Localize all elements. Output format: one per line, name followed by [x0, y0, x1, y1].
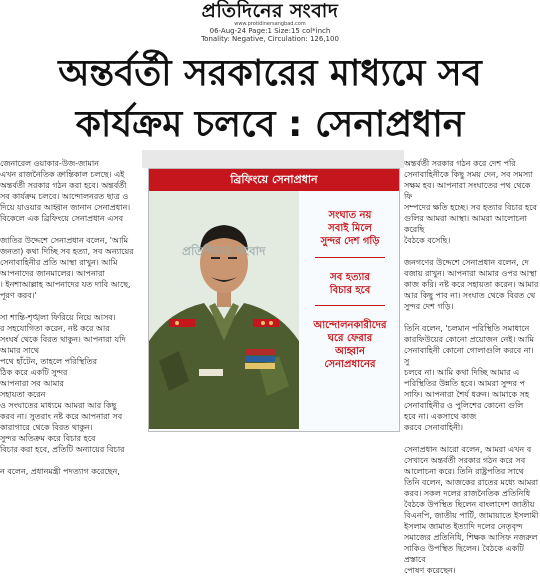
panel-title: ব্রিফিংয়ে সেনাপ্রধান — [149, 169, 399, 191]
quote-separator — [315, 305, 385, 306]
briefing-panel — [148, 168, 400, 432]
article-right-text: অন্তর্বর্তী সরকার গঠন করে দেশ পরি সেনাবাহিনীকে কিছু সময় দেন, সব সমস্যা সক্ষম হব। আপনারা সংঘাতের পথ থেকে ফি সম্পদের ক্ষতি হচ্ছে। সব হত্যার বিচার হবে গুলির আমরা আস্থা। আমরা আলোচনা করেছি বৈঠকে বসেছি। জনগণের উদ্দেশে সেনাপ্রধান বলেন, দে বজায় রাখুন। আপনারা আমার ওপর আস্থা কাজ করি। নষ্ট করে সহায়তা করেন। আমার আর কিছু পাব না। সংঘাত থেকে বিরত থে সুন্দর দেশ গড়ি। তিনি বলেন, 'চলমান পরিস্থিতি সমাধানে কারফিউয়ের কোনো প্রয়োজন নেই। আমি সেনাবাহিনী কোনো গোলাগুলি করবে না। সু চলবে না। আমি কথা দিচ্ছি আমার এ পরিস্থিতির উন্নতি হবে। আমরা সুন্দর প সাফি। আপনারা শৈর্য ধরুন। আমাকে সহ সেনাবাহিনীর ও পুলিশের কোনো গুলি হবে না। একসাথে কাজ করবে সেনাবাহিনী। সেনাপ্রধান আরো বলেন, আমরা এখন ব সেখানে অন্তর্বর্তী সরকার গঠন করে সব আলোচনা করে। তিনি রাষ্ট্রপতির সাথে তিনি বলেন, আজকের রাতের মধ্যে আমরা করব। সকল দলের রাজনৈতিক প্রতিনিধি বৈঠকে উপস্থিত ছিলেন বাংলাদেশ জাতীয় বিএনপি, জাতীয় পার্টি, জামায়াতে ইসলামী ইসলাম জামাত ইত্যাদি দলের নেতৃবৃন্দ সমাজের প্রতিনিধি, শিক্ষক আসিফ নজরুল সাকিও উপস্থিত ছিলেন। বৈঠকে একটি প্রস্তাবে পোষণ করেছেন। — [404, 159, 539, 575]
masthead — [0, 0, 540, 43]
newspaper-url: www.protidinersangbad.com — [234, 21, 306, 27]
article-column-right — [404, 158, 540, 575]
headline-line2: কার্যক্রম চলবে : সেনাপ্রধান — [75, 104, 465, 145]
article-column-left — [0, 158, 142, 476]
newspaper-logo: প্রতিদিনের সংবাদ — [201, 0, 339, 22]
quote-separator — [315, 257, 385, 258]
article-left-text: জেনারেল ওয়াকার-উজ-জামান এখন রাজনৈতিক ক্রান্তিকাল চলছে। এই অন্তর্বর্তী সরকার গঠন করা হবে। অন্তর্বর্তী সব কার্যক্রম চলবে। আন্দোলনরত ছাত্র ও দিয়ে যাওয়ার আহ্বান জানান সেনাপ্রধান। বিকেলে এক ব্রিফিংয়ে সেনাপ্রধান এসব জাতির উদ্দেশে সেনাপ্রধান বলেন, 'আমি জনতা) কথা দিচ্ছি সব হত্যা, সব অন্যায়ের সেনাবাহিনীর প্রতি আস্থা রাখুন। আমি আপনাদের জানমালের। আপনারা । ইনশাআল্লাহ আপনাদের যত দাবি আছে, পূরণ করব।' সা শান্তি-শৃঙ্খলা ফিরিয়ে নিয়ে আসব। র সহযোগিতা করেন, নষ্ট করে আর সংঘর্ষ থেকে বিরত থাকুন। আপনারা যদি আমার সাথে পথে হাঁটেন, তাহলে পরিস্থিতির ঠিক করে একটি সুন্দর আপনারা সব আমার সহায়তা করেন ও সংঘাতের মাধ্যমে আমরা আর কিছু করব না। সুতরাং নষ্ট করে আপনারা সব কারাগারে থেকে বিরত থাকুন। সুন্দর অতিক্রম করে বিচার হবে বিচার করা হবে, প্রতিটি অন্যায়ের বিচার ন বলেন, প্রধানমন্ত্রী পদত্যাগ করেছেন, — [0, 159, 134, 476]
newspaper-watermark: প্রতিদিনের সংবাদ — [182, 244, 266, 258]
panel-backdrop — [142, 150, 404, 168]
quote-no-conflict: সংঘাত নয় সবাই মিলে সুন্দর দেশ গড়ি — [320, 210, 380, 247]
clipping-meta-line2: Tonality: Negative, Circulation: 126,100 — [201, 35, 339, 43]
quote-justice: সব হত্যার বিচার হবে — [329, 272, 371, 296]
army-chief-portrait-illustration — [149, 191, 299, 429]
headline-line1: অন্তর্বর্তী সরকারের মাধ্যমে সব — [58, 53, 482, 94]
panel-quotes — [301, 191, 399, 429]
clipping-meta-line1: 06-Aug-24 Page:1 Size:15 col*inch — [209, 27, 331, 35]
army-chief-photo — [149, 191, 299, 429]
quote-return-home: আন্দোলনকারীদের ঘরে ফেরার আহ্বান সেনাপ্রধানের — [313, 320, 387, 370]
